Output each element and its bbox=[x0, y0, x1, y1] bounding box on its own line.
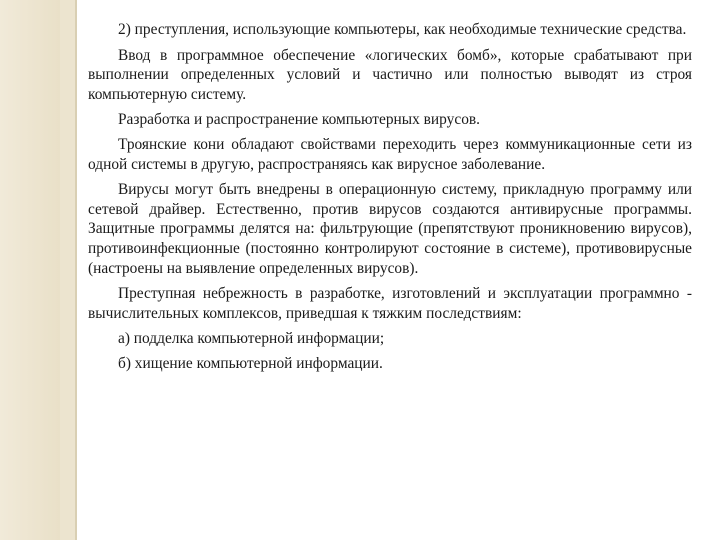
paragraph-virus-protection: Вирусы могут быть внедрены в операционную систему, прикладную программу или сетевой драйвер. Естественно, против вирусов создаются антивирусные программы. Защитные программы делятся на: фильтрующие (препятствуют проникновению вирусов), противоинфекционные (постоянно контролируют состояние в системе), противовирусные (настроены на выявление определенных вирусов). bbox=[88, 181, 692, 277]
paragraph-item-b: б) хищение компьютерной информации. bbox=[118, 354, 383, 372]
paragraph-trojan-horses: Троянские кони обладают свойствами переходить через коммуникационные сети из одной системы в другую, распространяясь как вирусное заболевание. bbox=[88, 135, 692, 173]
paragraph-virus-development: Разработка и распространение компьютерных вирусов. bbox=[118, 111, 481, 129]
decorative-side-band-inner bbox=[0, 0, 60, 540]
paragraph-logic-bombs: Ввод в программное обеспечение «логических бомб», которые срабатывают при выполнении определенных условий и частично или полностью выводят из строя компьютерную систему. bbox=[88, 46, 692, 103]
slide-body-text bbox=[88, 20, 692, 379]
vertical-divider bbox=[75, 0, 77, 540]
paragraph-item-a: а) подделка компьютерной информации; bbox=[118, 330, 385, 348]
decorative-side-band bbox=[0, 0, 75, 540]
paragraph-computer-crimes: 2) преступления, использующие компьютеры, как необходимые технические средства. bbox=[118, 21, 687, 38]
paragraph-criminal-negligence: Преступная небрежность в разработке, изготовлений и эксплуатации программно - вычислительных комплексов, приведшая к тяжким последствиям: bbox=[88, 285, 692, 322]
